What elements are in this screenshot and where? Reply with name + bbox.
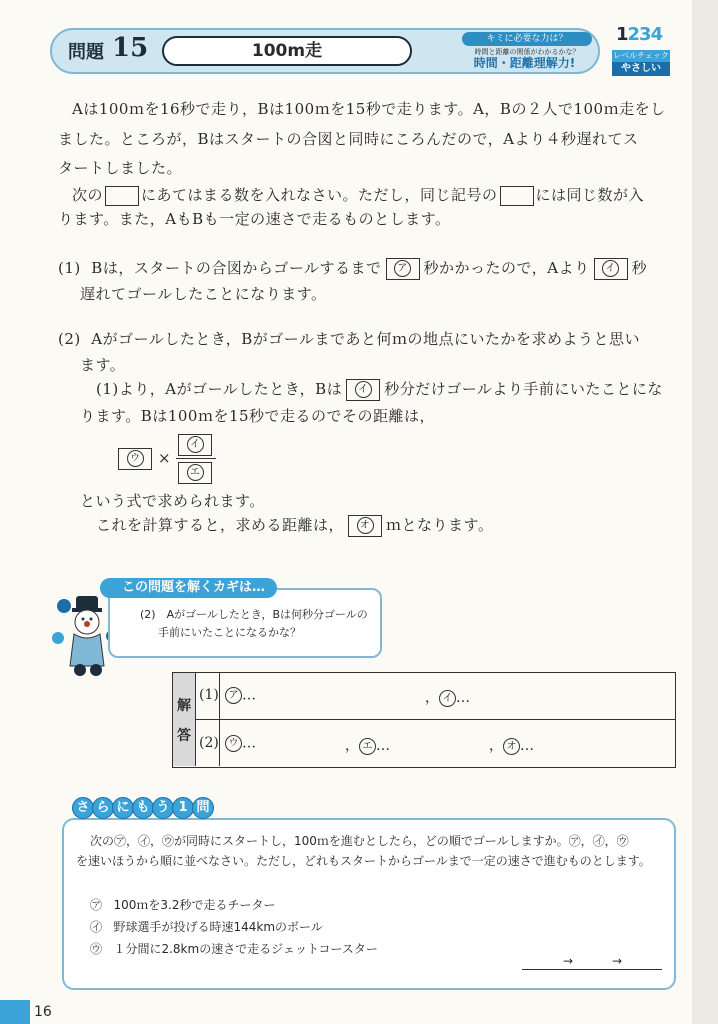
answer-u: ウ … (225, 735, 256, 752)
answer-box-i: イ (594, 258, 628, 280)
answer-header: 解 答 (173, 673, 196, 766)
intro-line-1: Aは100ｍを16秒で走り，Bは100ｍを15秒で走ります。A，Bの２人で100ｍ走をし (72, 100, 666, 118)
answer-a: ア … (225, 687, 256, 704)
blank-box (500, 186, 534, 206)
question-1: (1) Bは，スタートの合図からゴールするまで ア 秒かかったので，Aより イ 秒 (58, 257, 647, 280)
intro-line-3: タートしました。 (58, 159, 183, 177)
question-2-line-3: (1)より，Aがゴールしたとき，Bは イ 秒分だけゴールより手前にいたことにな (96, 378, 663, 401)
skill-question: キミに必要な力は？ (462, 32, 592, 46)
skill-subtitle: 時間と距離の関係がわかるかな？ (474, 48, 580, 56)
question-1-line-2: 遅れてゴールしたことになります。 (80, 285, 327, 303)
bonus-item-2: ㋑ 野球選手が投げる時速144kmのボール (90, 920, 323, 934)
blank-box (105, 186, 139, 206)
problem-number: 15 (112, 33, 149, 63)
intro-line-5: ります。また，AもBも一定の速さで走るものとします。 (58, 210, 451, 228)
skill-box (452, 32, 597, 70)
answer-row-1-num: (1) (199, 687, 219, 703)
order-arrow-2: → (612, 954, 623, 968)
hint-title: この問題を解くカギは… (100, 578, 277, 598)
question-2-line-6: これを計算すると，求める距離は， オ ｍとなります。 (96, 514, 493, 537)
question-2: (2) Aがゴールしたとき，Bがゴールまであと何ｍの地点にいたかを求めようと思い (58, 330, 640, 348)
problem-label: 問題 (68, 42, 104, 63)
formula-denominator: エ (178, 462, 212, 484)
answer-box-i: イ (346, 379, 380, 401)
page-tab (0, 1000, 30, 1024)
answer-row-2-num: (2) (199, 735, 219, 751)
bonus-title: さ ら に も う 1 問 (72, 796, 212, 820)
answer-box-o: オ (348, 515, 382, 537)
page-number: 16 (34, 1004, 52, 1020)
level-numbers: 1234 (616, 24, 663, 45)
answer-line (522, 969, 662, 970)
hint-line-1: (2) Aがゴールしたとき，Bは何秒分ゴールの (140, 608, 368, 621)
answer-o: ， オ … (489, 738, 534, 754)
formula-numerator: イ (178, 434, 212, 456)
fraction-bar (176, 458, 216, 459)
level-value: やさしい (612, 62, 670, 76)
hint-line-2: 手前にいたことになるかな？ (158, 626, 301, 639)
skill-name: 時間・距離理解力! (473, 56, 576, 70)
intro-line-4: 次の にあてはまる数を入れなさい。ただし，同じ記号の には同じ数が入 (72, 186, 645, 204)
formula-times: × (158, 449, 171, 467)
answer-i: ， イ … (425, 690, 470, 706)
bonus-item-1: ㋐ 100ｍを3.2秒で走るチーター (90, 898, 276, 912)
question-2-line-2: ます。 (80, 356, 126, 374)
bonus-line-2: を速いほうから順に並べなさい。ただし，どれもスタートからゴールまで一定の速さで進むものとします。 (76, 854, 651, 868)
order-arrow-1: → (563, 954, 574, 968)
intro-line-2: ました。ところが，Bはスタートの合図と同時にころんだので，Aより４秒遅れてス (58, 130, 639, 148)
problem-title: 100m走 (162, 36, 412, 66)
answer-box-a: ア (386, 258, 420, 280)
hint-box (108, 588, 382, 658)
level-check (612, 24, 672, 76)
question-2-line-5: という式で求められます。 (80, 492, 265, 510)
level-label: レベルチェック (613, 51, 669, 60)
problem-header (50, 28, 600, 74)
formula-left-box: ウ (118, 448, 152, 470)
question-2-line-4: ります。Bは100ｍを15秒で走るのでその距離は， (80, 407, 436, 425)
answer-e: ， エ … (345, 738, 390, 754)
page-edge (692, 0, 718, 1024)
answer-table (172, 672, 676, 768)
bonus-line-1: 次の㋐，㋑，㋒が同時にスタートし，100ｍを進むとしたら，どの順でゴールしますか。㋐，㋑，㋒ (90, 834, 629, 848)
bonus-item-3: ㋒ １分間に2.8kmの速さで走るジェットコースター (90, 942, 378, 956)
